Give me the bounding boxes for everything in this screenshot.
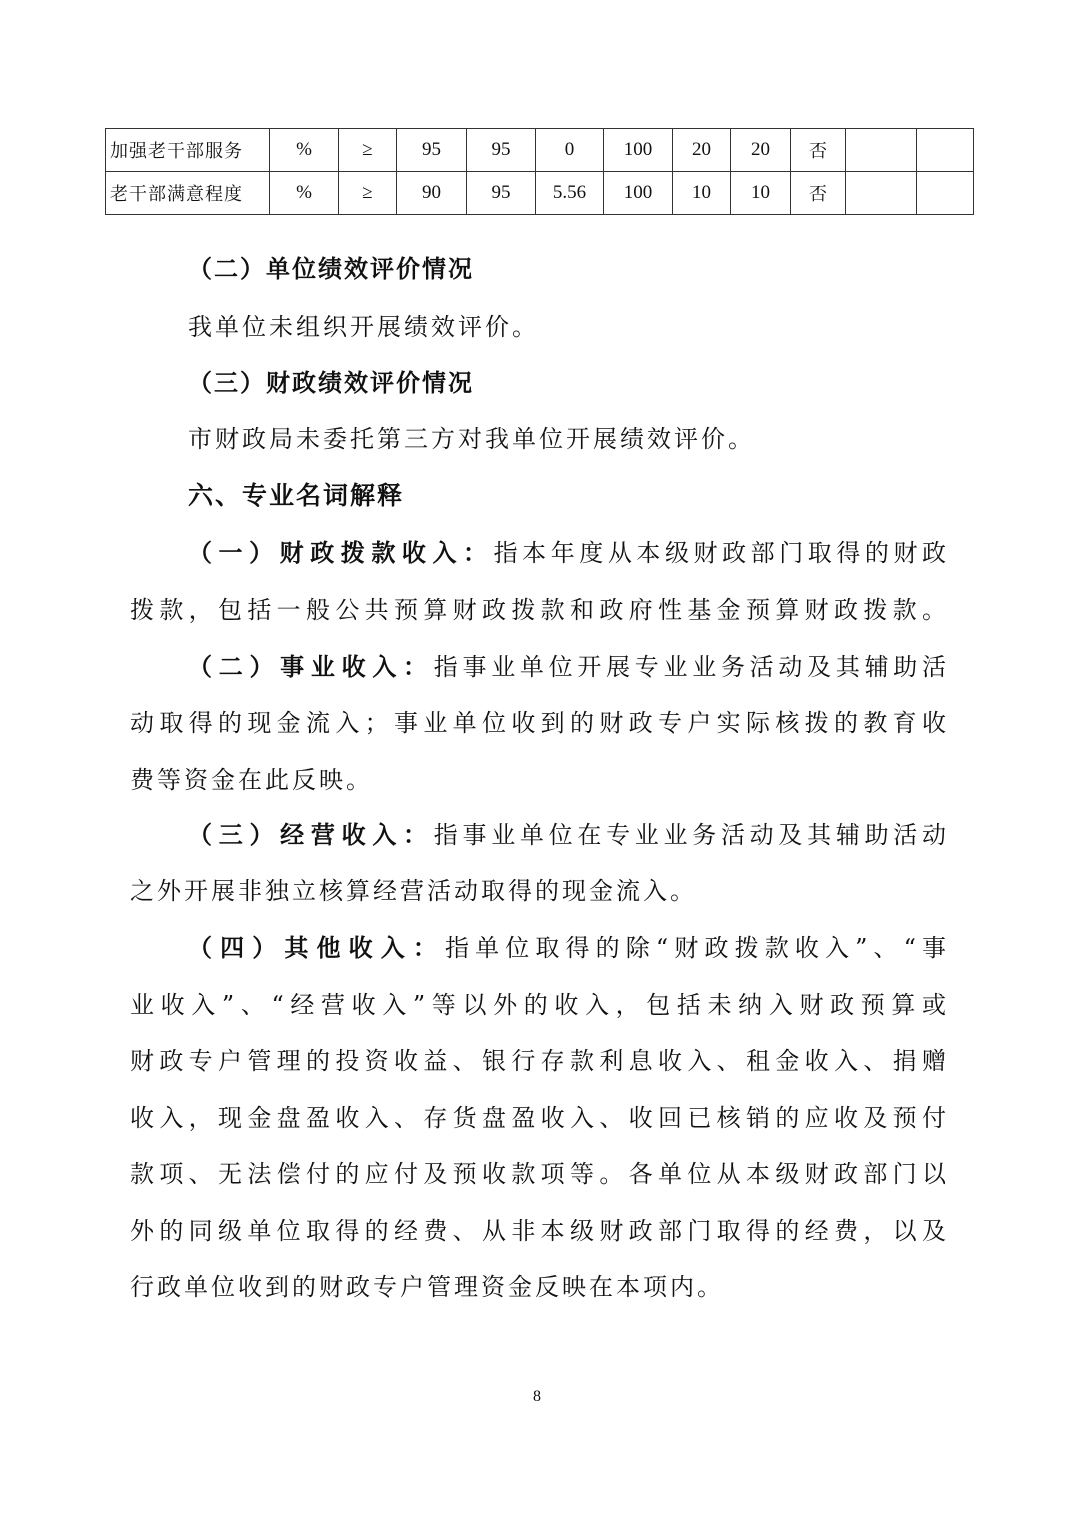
- section-heading-unit-evaluation: （二）单位绩效评价情况: [188, 254, 474, 283]
- term-paragraph-line: 财政专户管理的投资收益、银行存款利息收入、租金收入、捐赠: [130, 1047, 946, 1075]
- term-label: （二）事业收入：: [188, 652, 434, 681]
- term-paragraph-line: 外的同级单位取得的经费、从非本级财政部门取得的经费，以及: [130, 1217, 946, 1245]
- value-cell: 95: [467, 129, 536, 172]
- section-text-unit-evaluation: 我单位未组织开展绩效评价。: [188, 313, 539, 341]
- unit-cell: %: [270, 172, 339, 215]
- term-label: （一）财政拨款收入：: [188, 538, 494, 567]
- page-number: 8: [533, 1388, 541, 1405]
- unit-cell: %: [270, 129, 339, 172]
- term-paragraph-line: 行政单位收到的财政专户管理资金反映在本项内。: [130, 1273, 724, 1301]
- empty-cell: [917, 129, 974, 172]
- value-cell: 100: [604, 172, 673, 215]
- term-paragraph-line: [188, 652, 946, 682]
- empty-cell: [917, 172, 974, 215]
- section-text-finance-evaluation: 市财政局未委托第三方对我单位开展绩效评价。: [188, 425, 755, 453]
- term-paragraph-line: 费等资金在此反映。: [130, 766, 373, 794]
- indicator-name: 加强老干部服务: [106, 129, 270, 172]
- term-paragraph-line: 之外开展非独立核算经营活动取得的现金流入。: [130, 877, 697, 905]
- section-heading-finance-evaluation: （三）财政绩效评价情况: [188, 368, 474, 397]
- term-paragraph-line: [188, 538, 946, 568]
- section-heading-glossary: 六、专业名词解释: [188, 481, 405, 510]
- operator-cell: ≥: [339, 129, 397, 172]
- term-paragraph-line: 收入，现金盘盈收入、存货盘盈收入、收回已核销的应收及预付: [130, 1104, 946, 1132]
- term-paragraph-line: [188, 820, 946, 850]
- value-cell: 0: [536, 129, 604, 172]
- term-paragraph-line: 款项、无法偿付的应付及预收款项等。各单位从本级财政部门以: [130, 1160, 946, 1188]
- empty-cell: [846, 129, 917, 172]
- value-cell: 90: [397, 172, 467, 215]
- flag-cell: 否: [791, 129, 846, 172]
- term-text: 指事业单位开展专业业务活动及其辅助活: [433, 653, 947, 681]
- performance-table: [105, 128, 974, 215]
- term-paragraph-line: 业收入”、“经营收入”等以外的收入，包括未纳入财政预算或: [130, 991, 946, 1019]
- value-cell: 20: [673, 129, 731, 172]
- indicator-name: 老干部满意程度: [106, 172, 270, 215]
- value-cell: 100: [604, 129, 673, 172]
- term-paragraph-line: 动取得的现金流入；事业单位收到的财政专户实际核拨的教育收: [130, 709, 946, 737]
- term-text: 指事业单位在专业业务活动及其辅助活动: [433, 821, 947, 849]
- term-paragraph-line: [188, 933, 946, 963]
- table-row: [106, 129, 974, 172]
- value-cell: 95: [467, 172, 536, 215]
- term-text: 指本年度从本级财政部门取得的财政: [493, 539, 947, 567]
- table-row: [106, 172, 974, 215]
- value-cell: 20: [731, 129, 791, 172]
- term-label: （三）经营收入：: [188, 820, 434, 849]
- term-text: 指单位取得的除“财政拨款收入”、“事: [445, 934, 947, 962]
- value-cell: 95: [397, 129, 467, 172]
- flag-cell: 否: [791, 172, 846, 215]
- term-paragraph-line: 拨款，包括一般公共预算财政拨款和政府性基金预算财政拨款。: [130, 596, 946, 624]
- operator-cell: ≥: [339, 172, 397, 215]
- value-cell: 5.56: [536, 172, 604, 215]
- value-cell: 10: [731, 172, 791, 215]
- term-label: （四）其他收入：: [188, 933, 446, 962]
- value-cell: 10: [673, 172, 731, 215]
- empty-cell: [846, 172, 917, 215]
